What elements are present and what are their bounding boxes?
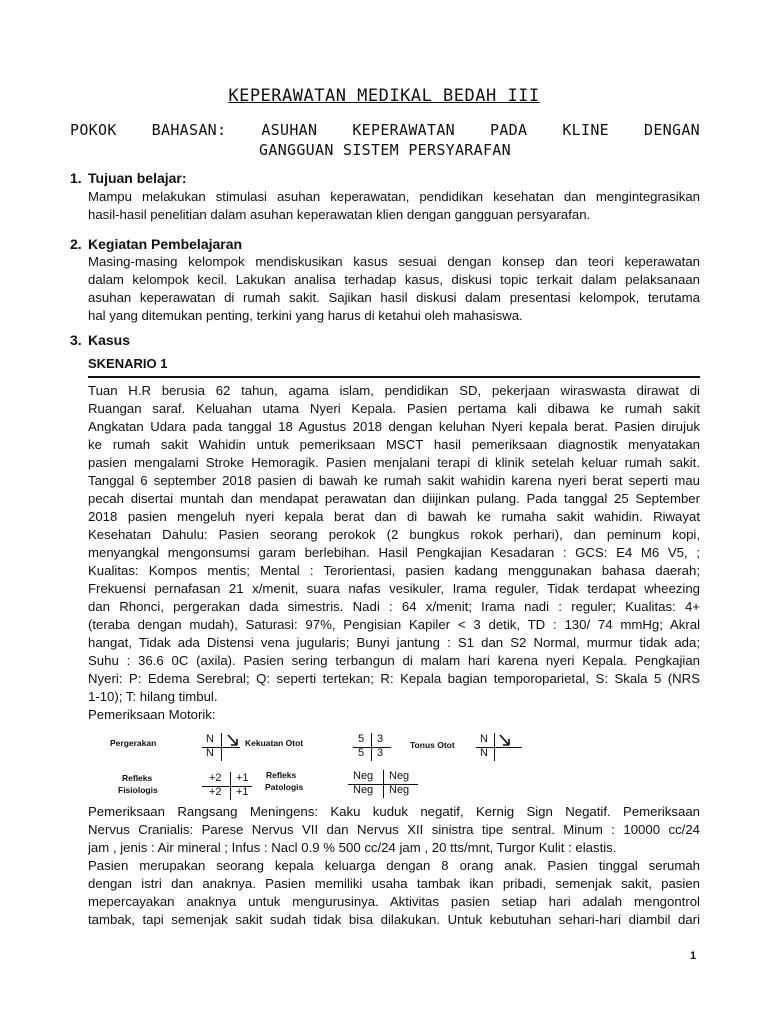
- tonus-vline: [494, 733, 495, 761]
- text-line: (teraba dengan mudah), Saturasi: 97%, Pengisian Kapiler < 3 detik, TD : 130/ 74 mmHg; Akral: [88, 617, 700, 632]
- section-title: Kegiatan Pembelajaran: [88, 236, 243, 252]
- fisiologis-top-right: +1: [236, 772, 249, 784]
- text-line: 1-10); T: hilang timbul.: [88, 689, 218, 704]
- text-line: pasien mengalami Stroke Hemoragik. Pasien menjalani terapi di klinik setelah keluar rumah sakit.: [88, 455, 700, 470]
- page-number: 1: [690, 950, 697, 962]
- fisiologis-hline: [202, 786, 252, 787]
- section-number: 3.: [70, 332, 82, 348]
- text-line: Tuan H.R berusia 62 tahun, agama islam, pendidikan SD, pekerjaan wiraswasta dirawat di: [88, 383, 700, 398]
- kekuatan-bottom-left: 5: [358, 747, 365, 759]
- text-line: Angkatan Udara pada tanggal 18 Agustus 2018 dengan keluhan Nyeri kepala berat. Pasien dirujuk: [88, 419, 700, 434]
- text-line: menyangkal mengonsumsi garam berlebihan. Hasil Pengkajian Kesadaran : GCS: E4 M6 V5, ;: [88, 545, 700, 560]
- text-line: Nyeri: P: Edema Serebral; Q: seperti tertekan; R: Kepala bagian temporoparietal, S: Skala 5 (NRS: [88, 671, 700, 686]
- fisiologis-vline: [230, 772, 231, 800]
- after-paragraph: [88, 803, 700, 929]
- section-title: Kasus: [88, 332, 131, 348]
- text-line: 2018 pasien mengeluh nyeri kepala berat dan di bawah ke rumaha sakit wahidin. Riwayat: [88, 509, 700, 524]
- fisiologis-bottom-left: +2: [209, 786, 222, 798]
- patologis-bottom-right: Neg: [389, 784, 410, 796]
- section-title: Tujuan belajar:: [88, 170, 187, 186]
- skenario-rule: [88, 376, 700, 378]
- kekuatan-top-right: 3: [377, 733, 384, 745]
- text-line: pecah disertai muntah dan mendapat perawatan dan diijinkan pulang. Pada tanggal 25 September: [88, 491, 700, 506]
- text-line: Kualitas: Kompos mentis; Mental : Terorientasi, pasien kadang menggunakan bahasa daerah;: [88, 563, 700, 578]
- text-line: ke rumah sakit Wahidin untuk pemeriksaan MSCT hasil pemeriksaan diagnostik menyatakan: [88, 437, 700, 452]
- text-line: hal yang ditemukan penting, terkini yang harus di ketahui oleh mahasiswa.: [88, 308, 523, 323]
- text-line: Ruangan saraf. Keluahan utama Nyeri Kepala. Pasien pertama kali dibawa ke rumah sakit: [88, 401, 700, 416]
- text-line: Masing-masing kelompok mendiskusikan kasus sesuai dengan konsep dan teori keperawatan: [88, 254, 700, 269]
- tonus-top: N: [480, 733, 488, 745]
- tujuan-paragraph: [88, 188, 700, 224]
- refleks-fisiologis-label-2: Fisiologis: [118, 785, 158, 795]
- patologis-top-right: Neg: [389, 770, 410, 782]
- skenario-paragraph: [88, 382, 700, 724]
- tonus-bottom: N: [480, 747, 488, 759]
- text-line: Kesehatan Dahulu: Pasien seorang perokok (2 bungkus rokok perhari), dan peminum kopi,: [88, 527, 700, 542]
- pergerakan-bottom: N: [206, 747, 214, 759]
- text-line: jam , jenis : Air mineral ; Infus : Nacl 0.9 % 500 cc/24 jam , 20 tts/mnt, Turgor Kulit : elastis.: [88, 840, 617, 855]
- kegiatan-paragraph: [88, 253, 700, 325]
- text-line: hasil-hasil penelitian dalam asuhan keperawatan klien dengan gangguan persyarafan.: [88, 207, 591, 222]
- kekuatan-bottom-right: 3: [377, 747, 384, 759]
- document-title: KEPERAWATAN MEDIKAL BEDAH III: [228, 86, 540, 106]
- section-number: 2.: [70, 236, 82, 252]
- fisiologis-bottom-right: +1: [236, 786, 249, 798]
- pergerakan-top: N: [206, 733, 214, 745]
- text-line: dengan istri dan anaknya. Pasien memiliki usaha tambak ikan pribadi, semenjak sakit, pasien: [88, 876, 700, 891]
- subject-heading: [70, 120, 700, 160]
- text-line: dan Rhonci, pergerakan dada simestris. Nadi : 64 x/menit; Irama nadi : reguler; Kualitas: 4+: [88, 599, 700, 614]
- pergerakan-vline: [221, 733, 222, 761]
- kekuatan-top-left: 5: [358, 733, 365, 745]
- text-line: Mampu melakukan stimulasi asuhan keperawatan, pendidikan kesehatan dan mengintegrasikan: [88, 189, 700, 204]
- subject-line-2: GANGGUAN SISTEM PERSYARAFAN: [259, 141, 511, 159]
- kekuatan-hline: [353, 747, 391, 748]
- section-heading-kasus: [70, 332, 130, 348]
- motor-exam-table: [88, 730, 700, 810]
- skenario-title: SKENARIO 1: [88, 356, 168, 371]
- fisiologis-top-left: +2: [209, 772, 222, 784]
- kekuatan-label: Kekuatan Otot: [245, 738, 304, 748]
- section-heading-kegiatan: [70, 236, 242, 252]
- patologis-bottom-left: Neg: [353, 784, 374, 796]
- kekuatan-vline: [371, 733, 372, 761]
- text-line: tambak, tapi semenjak sakit sudah tidak bisa dilakukan. Untuk kebutuhan sehari-hari diambil dari: [88, 912, 700, 927]
- text-line: dalam kelompok kecil. Lakukan analisa terhadap kasus, diskusi topic terkait dalam pelaksanaan: [88, 272, 700, 287]
- refleks-patologis-label-2: Patologis: [265, 782, 304, 792]
- subject-line-1: POKOK BAHASAN: ASUHAN KEPERAWATAN PADA KLINE DENGAN: [70, 121, 700, 139]
- patologis-top-left: Neg: [353, 770, 374, 782]
- text-line: mepercayakan anaknya untuk mengurusinya. Aktivitas pasien setiap hari adalah mengontrol: [88, 894, 700, 909]
- text-line: Pemeriksaan Motorik:: [88, 707, 216, 722]
- text-line: hangat, Tidak ada Distensi vena jugularis; Bunyi jantung : S1 dan S2 Normal, murmur tidak ada;: [88, 635, 700, 650]
- section-number: 1.: [70, 170, 82, 186]
- arrow-down-icon: [498, 734, 512, 748]
- pergerakan-label: Pergerakan: [110, 738, 157, 748]
- arrow-down-icon: [226, 734, 240, 748]
- text-line: Tanggal 6 september 2018 pasien di bawah ke rumah sakit wahidin karena nyeri berat seperti mau: [88, 473, 700, 488]
- text-line: Pasien merupakan seorang kepala keluarga dengan 8 orang anak. Pasien tinggal serumah: [88, 858, 700, 873]
- text-line: Frekuensi pernafasan 21 x/menit, suara nafas vesikuler, Irama reguler, Tidak terdapat wheezing: [88, 581, 700, 596]
- refleks-fisiologis-label-1: Refleks: [122, 773, 153, 783]
- tonus-label: Tonus Otot: [410, 740, 455, 750]
- text-line: asuhan keperawatan di rumah sakit. Sajikan hasil diskusi dalam presentasi kelompok, terutama: [88, 290, 700, 305]
- section-heading-tujuan: [70, 170, 187, 186]
- patologis-vline: [383, 770, 384, 798]
- text-line: Suhu : 36.6 0C (axila). Pasien sering terbangun di malam hari karena nyeri Kepala. Pengkajian: [88, 653, 700, 668]
- text-line: Pemeriksaan Rangsang Meningens: Kaku kuduk negatif, Kernig Sign Negatif. Pemeriksaan: [88, 804, 700, 819]
- text-line: Nervus Cranialis: Parese Nervus VII dan Nervus XII sinistra tipe sentral. Minum : 10000 cc/24: [88, 822, 700, 837]
- refleks-patologis-label-1: Refleks: [266, 770, 297, 780]
